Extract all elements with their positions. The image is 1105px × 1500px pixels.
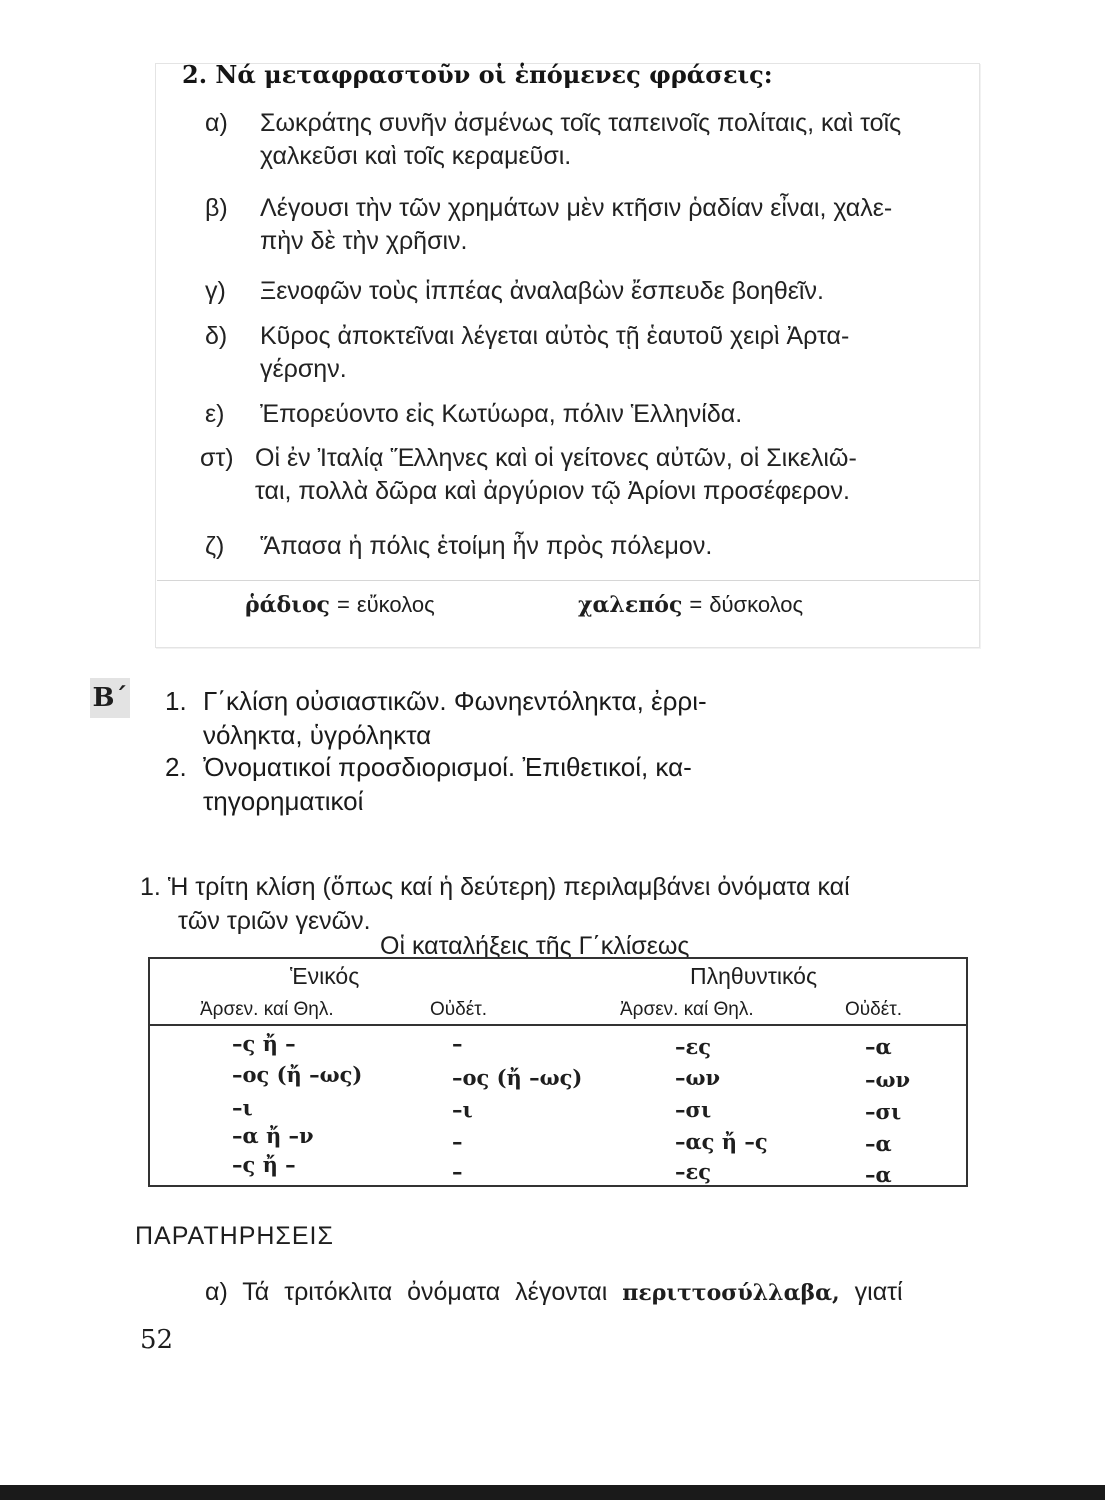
topic-item [165,684,785,752]
column-header: Οὐδέτ. [845,999,902,1020]
table-cell: –ς ἤ – [232,1152,296,1177]
column-header: Ἀρσεν. καί Θηλ. [200,999,334,1020]
table-cell: – [452,1129,463,1154]
table-cell: –σι [865,1099,902,1124]
item-text: Κῦρος ἀποκτεῖναι λέγεται αὐτὸς τῇ ἑαυτοῦ χειρὶ Ἀρτα- [260,322,850,350]
item-text-continuation: ται, πολλὰ δῶρα καὶ ἀργύριον τῷ Ἀρίονι προσέφερον. [255,477,850,505]
item-label: στ) [200,444,234,472]
table-cell: –ς ἤ – [232,1031,296,1056]
intro-number: 1. [140,873,161,901]
intro-text: Ἡ τρίτη κλίση (ὅπως καί ἡ δεύτερη) περιλαμβάνει ὀνόματα καί [167,873,850,901]
topic-text-continuation: τηγορηματικοί [203,786,364,816]
section-marker: Β΄ [90,678,130,718]
remark-text: α) Τά τριτόκλιτα ὀνόματα λέγονται [205,1278,608,1306]
table-cell: –ες [675,1034,712,1059]
exercise-title: 2. Νά μεταφραστοῦν οἱ ἑπόμενες φράσεις: [182,60,773,89]
page-number: 52 [140,1325,174,1355]
table-cell: –ες [675,1159,712,1184]
topic-number: 1. [165,686,187,716]
remarks-heading: ΠΑΡΑΤΗΡΗΣΕΙΣ [135,1222,334,1250]
glossary-entry [245,592,435,618]
item-label: ζ) [205,532,225,560]
topic-text: Γ΄κλίση οὐσιαστικῶν. Φωνηεντόληκτα, ἐρρι- [203,686,707,716]
exercise-item [205,320,985,386]
table-cell: –ι [232,1095,253,1120]
remark-text-end: γιατί [854,1278,903,1306]
item-label: γ) [205,277,226,305]
table-caption: Οἱ καταλήξεις τῆς Γ΄κλίσεως [380,932,690,960]
table-cell: – [452,1159,463,1184]
item-label: δ) [205,322,228,350]
glossary-meaning: δύσκολος [709,592,804,617]
table-cell: –ι [452,1097,473,1122]
equals-sign: = [336,592,350,617]
exercise-item [205,398,985,431]
group-header-plural: Πληθυντικός [690,963,818,989]
table-cell: –ος (ἤ –ως) [452,1065,583,1090]
item-text: Σωκράτης συνῆν ἀσμένως τοῖς ταπεινοῖς πολίταις, καὶ τοῖς [260,109,902,137]
table-cell: –α [865,1162,892,1187]
exercise-item [205,275,985,308]
table-cell: – [452,1031,463,1056]
table-cell: –ας ἤ –ς [675,1129,768,1154]
table-cell: –α [865,1131,892,1156]
glossary-entry [578,592,803,618]
topic-text-continuation: νόληκτα, ὑγρόληκτα [203,720,432,750]
item-text: Λέγουσι τὴν τῶν χρημάτων μὲν κτῆσιν ῥαδίαν εἶναι, χαλε- [260,194,893,222]
exercise-item [205,192,985,258]
item-text: Ἅπασα ἡ πόλις ἑτοίμη ἦν πρὸς πόλεμον. [260,532,713,560]
item-text-continuation: πὴν δὲ τὴν χρῆσιν. [260,227,468,255]
remark-bold-term: περιττοσύλλαβα, [622,1280,840,1306]
column-header: Ἀρσεν. καί Θηλ. [620,999,754,1020]
item-label: α) [205,109,228,137]
item-text-continuation: γέρσην. [260,355,347,383]
exercise-item [205,530,985,563]
glossary-term: ῥάδιος [245,592,330,618]
table-header-rule [150,1024,966,1026]
topic-number: 2. [165,752,187,782]
equals-sign: = [689,592,703,617]
table-cell: –α [865,1034,892,1059]
table-cell: –σι [675,1097,712,1122]
topic-text: Ὀνοματικοί προσδιορισμοί. Ἐπιθετικοί, κα- [203,752,692,782]
glossary-meaning: εὔκολος [356,592,435,617]
item-label: β) [205,194,228,222]
item-text: Οἱ ἐν Ἰταλίᾳ Ἕλληνες καὶ οἱ γείτονες αὐτῶν, οἱ Σικελιῶ- [255,444,857,472]
scan-bottom-edge [0,1485,1105,1500]
topic-item [165,750,785,818]
item-text: Ξενοφῶν τοὺς ἱππέας ἀναλαβὼν ἔσπευδε βοηθεῖν. [260,277,824,305]
glossary-divider [157,580,979,581]
exercise-item [205,107,985,173]
table-cell: –α ἤ –ν [232,1123,314,1148]
table-cell: –ος (ἤ –ως) [232,1062,363,1087]
glossary-term: χαλεπός [578,592,683,618]
exercise-item [200,442,980,508]
endings-table [148,957,968,1187]
item-text-continuation: χαλκεῦσι καὶ τοῖς κεραμεῦσι. [260,142,572,170]
table-cell: –ων [675,1065,721,1090]
item-text: Ἐπορεύοντο εἰς Κωτύωρα, πόλιν Ἑλληνίδα. [260,400,743,428]
column-header: Οὐδέτ. [430,999,487,1020]
intro-text-continuation: τῶν τριῶν γενῶν. [178,907,371,935]
group-header-singular: Ἑνικός [290,963,360,989]
table-cell: –ων [865,1067,911,1092]
remark-paragraph [205,1278,975,1307]
intro-paragraph [140,870,980,938]
item-label: ε) [205,400,225,428]
